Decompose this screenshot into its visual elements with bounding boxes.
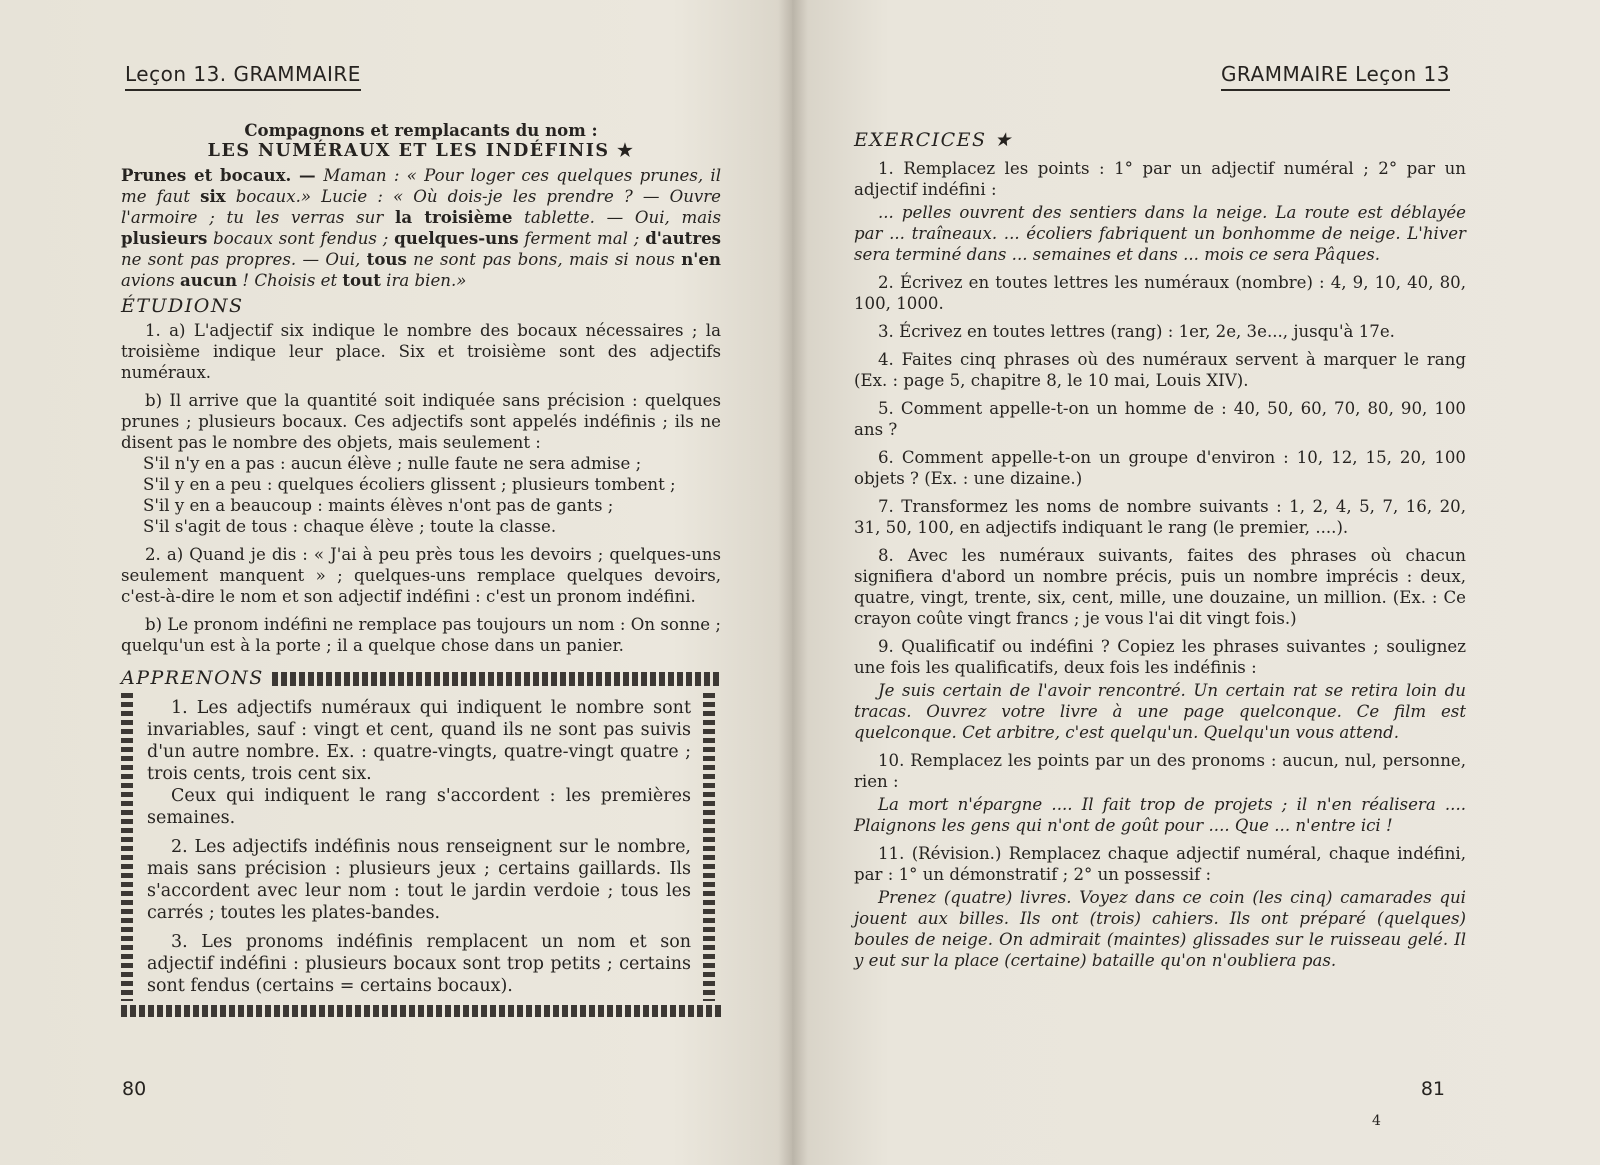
right-page bbox=[792, 0, 1600, 1165]
lesson-subtitle: Compagnons et remplacants du nom : bbox=[244, 120, 598, 140]
apprenons-box bbox=[121, 693, 721, 1001]
intro-run: tout bbox=[342, 270, 381, 290]
intro-run: tablette. — Oui, mais bbox=[512, 208, 721, 227]
exercise-5: 5. Comment appelle-t-on un homme de : 40, 50, 60, 70, 80, 90, 100 ans ? bbox=[854, 399, 1466, 439]
etudions-2a: 2. a) Quand je dis : « J'ai à peu près tous les devoirs ; quelques-uns seulement manquent » ; quelques-uns remplace quelques devoirs, c'est-à-dire le nom et son adjectif indéfini : c'est un pronom indéfini. bbox=[121, 545, 721, 606]
intro-run: plusieurs bbox=[121, 228, 208, 248]
intro-run: la troisième bbox=[395, 207, 513, 227]
exercise-1-text: ... pelles ouvrent des sentiers dans la neige. La route est déblayée par ... traîneaux. ... écoliers fabriquent un bonhomme de neige. L'hiver sera terminé dans ... semaines et dans ... mois ce sera Pâques. bbox=[854, 203, 1466, 264]
intro-run: tous bbox=[366, 249, 407, 269]
exercise-3: 3. Écrivez en toutes lettres (rang) : 1er, 2e, 3e..., jusqu'à 17e. bbox=[878, 322, 1395, 341]
left-column bbox=[121, 118, 721, 1017]
decorative-border-top bbox=[272, 672, 721, 686]
apprenons-heading: APPRENONS bbox=[121, 667, 264, 689]
intro-run: ne sont pas bons, mais si nous bbox=[406, 250, 682, 269]
exercise-10-text: La mort n'épargne .... Il fait trop de projets ; il n'en réalisera .... Plaignons les gens qui n'ont de goût pour .... Que ... n'entre ici ! bbox=[854, 795, 1466, 835]
right-page-number: 81 bbox=[1420, 1078, 1445, 1100]
list-item: S'il s'agit de tous : chaque élève ; toute la classe. bbox=[143, 517, 557, 536]
list-item: S'il n'y en a pas : aucun élève ; nulle faute ne sera admise ; bbox=[143, 454, 642, 473]
list-item: S'il y en a peu : quelques écoliers glissent ; plusieurs tombent ; bbox=[143, 475, 676, 494]
right-running-head: GRAMMAIRE Leçon 13 bbox=[1221, 62, 1450, 91]
intro-run: n'en bbox=[681, 249, 721, 269]
exercise-9: 9. Qualificatif ou indéfini ? Copiez les phrases suivantes ; soulignez une fois les qualificatifs, deux fois les indéfinis : bbox=[854, 637, 1466, 677]
etudions-1b-list bbox=[121, 453, 721, 537]
intro-run: Prunes et bocaux. — bbox=[121, 165, 324, 185]
intro-run: ira bien.» bbox=[380, 271, 467, 290]
intro-run: avions bbox=[121, 271, 181, 290]
exercise-10: 10. Remplacez les points par un des pronoms : aucun, nul, personne, rien : bbox=[854, 751, 1466, 791]
intro-run: d'autres bbox=[645, 228, 721, 248]
list-item: S'il y en a beaucoup : maints élèves n'ont pas de gants ; bbox=[143, 496, 614, 515]
lesson-title: LES NUMÉRAUX ET LES INDÉFINIS ★ bbox=[207, 141, 635, 161]
exercise-11-text: Prenez (quatre) livres. Voyez dans ce coin (les cinq) camarades qui jouent aux billes. Ils ont (trois) cahiers. Ils ont préparé (quelques) boules de neige. On admirait (maintes) glissades sur le ruisseau gelé. Il y eut sur la place (certaine) bataille qu'on n'oubliera pas. bbox=[854, 888, 1466, 970]
exercise-9-text: Je suis certain de l'avoir rencontré. Un certain rat se retira loin du tracas. Ouvrez votre livre à une page quelconque. Ce film est quelconque. Cet arbitre, c'est quelqu'un. Quelqu'un vous attend. bbox=[854, 681, 1466, 742]
intro-run: aucun bbox=[180, 270, 238, 290]
apprenons-3: 3. Les pronoms indéfinis remplacent un nom et son adjectif indéfini : plusieurs bocaux sont trop petits ; certains sont fendus (certains = certains bocaux). bbox=[147, 932, 691, 996]
apprenons-header bbox=[121, 668, 721, 689]
intro-run: ferment mal ; bbox=[518, 229, 646, 248]
intro-run: bocaux.» Lucie : « Où dois-je les prendre ? — Ouvre l'armoire ; tu les verras sur bbox=[121, 187, 722, 227]
intro-run: quelques-uns bbox=[394, 228, 519, 248]
exercise-4: 4. Faites cinq phrases où des numéraux servent à marquer le rang (Ex. : page 5, chapitre 8, le 10 mai, Louis XIV). bbox=[854, 350, 1466, 390]
intro-run: ne sont pas propres. — Oui, bbox=[121, 250, 367, 269]
exercise-1: 1. Remplacez les points : 1° par un adjectif numéral ; 2° par un adjectif indéfini : bbox=[854, 159, 1466, 199]
apprenons-1b: Ceux qui indiquent le rang s'accordent : les premières semaines. bbox=[147, 786, 691, 828]
intro-run: six bbox=[200, 186, 226, 206]
etudions-heading: ÉTUDIONS bbox=[121, 295, 244, 317]
exercise-11: 11. (Révision.) Remplacez chaque adjectif numéral, chaque indéfini, par : 1° un démonstratif ; 2° un possessif : bbox=[854, 844, 1466, 884]
intro-run: bocaux sont fendus ; bbox=[207, 229, 395, 248]
decorative-border-bottom bbox=[121, 1005, 721, 1017]
right-column bbox=[854, 124, 1466, 971]
apprenons-2: 2. Les adjectifs indéfinis nous renseignent sur le nombre, mais sans précision : plusieurs jeux ; certains gaillards. Ils s'accordent avec leur nom : tout le jardin verdoie ; tous les carrés ; toutes les plates-bandes. bbox=[147, 837, 691, 923]
left-page-number: 80 bbox=[122, 1078, 147, 1100]
apprenons-1: 1. Les adjectifs numéraux qui indiquent le nombre sont invariables, sauf : vingt et cent, quand ils ne sont pas suivis d'un autre nombre. Ex. : quatre-vingts, quatre-vingt quatre ; trois cents, trois cent six. bbox=[147, 698, 691, 784]
signature-mark: 4 bbox=[1372, 1113, 1381, 1129]
exercise-6: 6. Comment appelle-t-on un groupe d'environ : 10, 12, 15, 20, 100 objets ? (Ex. : une dizaine.) bbox=[854, 448, 1466, 488]
exercise-8: 8. Avec les numéraux suivants, faites des phrases où chacun signifiera d'abord un nombre précis, puis un nombre imprécis : deux, quatre, vingt, trente, six, cent, mille, une douzaine, un million. (Ex. : Ce crayon coûte vingt francs ; je vous l'ai dit vingt fois.) bbox=[854, 546, 1466, 628]
left-running-head: Leçon 13. GRAMMAIRE bbox=[125, 62, 361, 91]
exercise-7: 7. Transformez les noms de nombre suivants : 1, 2, 4, 5, 7, 16, 20, 31, 50, 100, en adjectifs indiquant le rang (le premier, ....). bbox=[854, 497, 1466, 537]
left-page bbox=[0, 0, 792, 1165]
etudions-1b: b) Il arrive que la quantité soit indiquée sans précision : quelques prunes ; plusieurs bocaux. Ces adjectifs sont appelés indéfinis ; ils ne disent pas le nombre des objets, mais seulement : bbox=[121, 391, 721, 452]
etudions-1a: 1. a) L'adjectif six indique le nombre des bocaux nécessaires ; la troisième indique leur place. Six et troisième sont des adjectifs numéraux. bbox=[121, 321, 721, 382]
intro-run: Maman : « Pour loger ces quelques prunes, il me faut bbox=[121, 166, 722, 206]
book-gutter bbox=[778, 0, 808, 1165]
etudions-2b: b) Le pronom indéfini ne remplace pas toujours un nom : On sonne ; quelqu'un est à la porte ; il a quelque chose dans un panier. bbox=[121, 615, 721, 655]
intro-text bbox=[121, 165, 721, 291]
exercise-2: 2. Écrivez en toutes lettres les numéraux (nombre) : 4, 9, 10, 40, 80, 100, 1000. bbox=[854, 273, 1466, 313]
exercices-heading: EXERCICES ★ bbox=[854, 129, 1013, 151]
intro-run: ! Choisis et bbox=[237, 271, 343, 290]
